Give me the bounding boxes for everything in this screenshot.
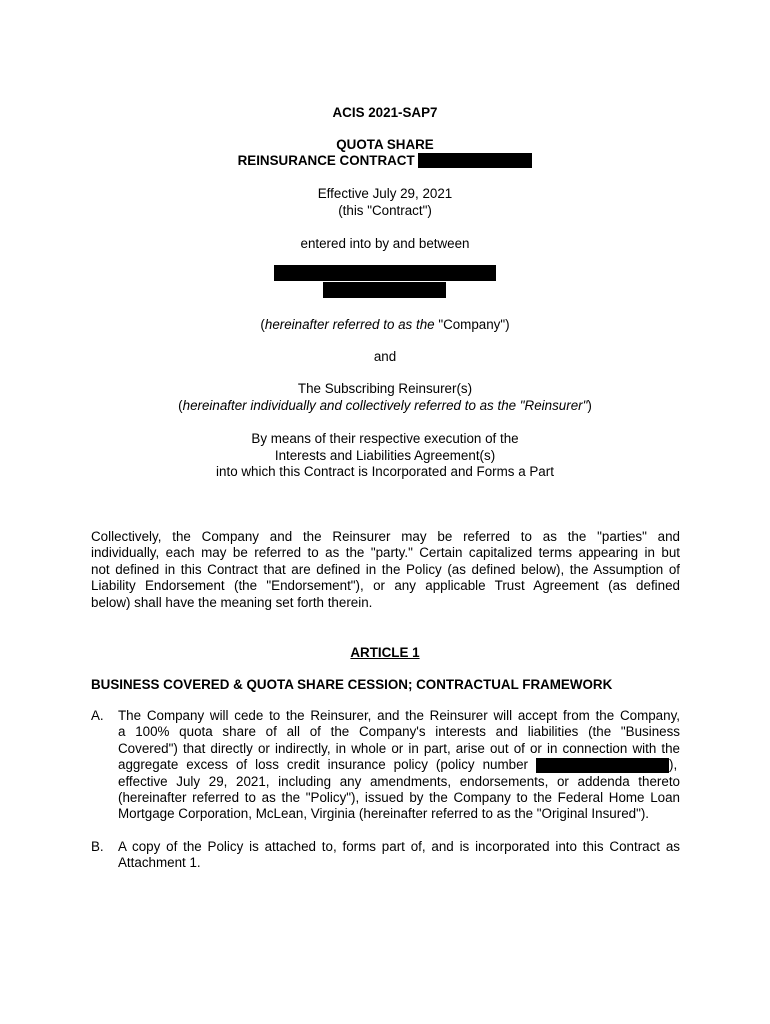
item-line: Covered") that directly or indirectly, in whole or in part, arise out of or in connection with the <box>118 740 680 756</box>
means-line-1: By means of their respective execution of the <box>251 431 519 446</box>
intro-paragraph <box>91 529 680 611</box>
item-line-text: aggregate excess of loss credit insurance policy (policy number <box>118 757 528 773</box>
title-line-2-text: REINSURANCE CONTRACT <box>237 153 415 168</box>
redacted-company-name <box>274 265 496 281</box>
item-line: effective July 29, 2021, including any amendments, endorsements, or addenda thereto <box>118 773 680 789</box>
paragraph-line: below) shall have the meaning set forth therein. <box>91 594 373 610</box>
item-line-with-redaction <box>118 757 680 773</box>
entered-into-line: entered into by and between <box>300 236 470 251</box>
item-line: Mortgage Corporation, McLean, Virginia (hereinafter referred to as the "Original Insured"). <box>118 806 650 822</box>
redacted-policy-number <box>536 758 669 773</box>
reinsurer-reference <box>0 397 770 414</box>
article-label: ARTICLE 1 <box>350 645 420 660</box>
reinsurer-ref-close-paren: ) <box>587 398 592 413</box>
paragraph-line: Liability Endorsement (the "Endorsement"), or any applicable Trust Agreement (as defined <box>91 578 680 594</box>
reinsurer-ref-italic: hereinafter individually and collectively referred to as the "Reinsurer" <box>182 398 588 413</box>
paragraph-line: individually, each may be referred to as the "party." Certain capitalized terms appearing in but <box>91 545 680 561</box>
item-line: The Company will cede to the Reinsurer, and the Reinsurer will accept from the Company, <box>118 708 680 723</box>
title-line-1: QUOTA SHARE <box>336 137 434 152</box>
item-line-close: ), <box>669 757 678 773</box>
item-line: a 100% quota share of all of the Company's interests and liabilities (the "Business <box>118 724 680 740</box>
item-line: A copy of the Policy is attached to, forms part of, and is incorporated into this Contract as <box>118 839 680 854</box>
company-ref-italic: hereinafter referred to as the <box>264 317 439 332</box>
company-ref-open-paren: ( <box>260 317 265 332</box>
redacted-block <box>418 153 532 168</box>
means-line-3: into which this Contract is Incorporated and Forms a Part <box>216 464 554 479</box>
item-body <box>118 708 680 823</box>
this-contract: (this "Contract") <box>338 203 432 218</box>
reinsurer-name: The Subscribing Reinsurer(s) <box>297 381 473 396</box>
paragraph-line: not defined in this Contract that are defined in the Policy (as defined below), the Assumption of <box>91 561 680 577</box>
item-body <box>118 839 680 872</box>
paragraph-line: Collectively, the Company and the Reinsurer may be referred to as the "parties" and <box>91 529 680 544</box>
effective-date: Effective July 29, 2021 <box>317 186 453 201</box>
item-line: Attachment 1. <box>118 855 201 871</box>
item-line: (hereinafter referred to as the "Policy"), issued by the Company to the Federal Home Loan <box>118 790 680 806</box>
reinsurer-ref-open-paren: ( <box>178 398 183 413</box>
item-letter: B. <box>91 839 104 854</box>
article-heading: BUSINESS COVERED & QUOTA SHARE CESSION; CONTRACTUAL FRAMEWORK <box>91 677 613 692</box>
document-id: ACIS 2021-SAP7 <box>332 105 438 120</box>
item-letter: A. <box>91 708 104 723</box>
redacted-company-address <box>323 282 446 298</box>
title-line-2 <box>0 152 770 169</box>
company-reference <box>0 316 770 333</box>
company-ref-quoted: "Company") <box>438 317 510 332</box>
means-line-2: Interests and Liabilities Agreement(s) <box>274 448 496 463</box>
and-word: and <box>373 349 397 364</box>
